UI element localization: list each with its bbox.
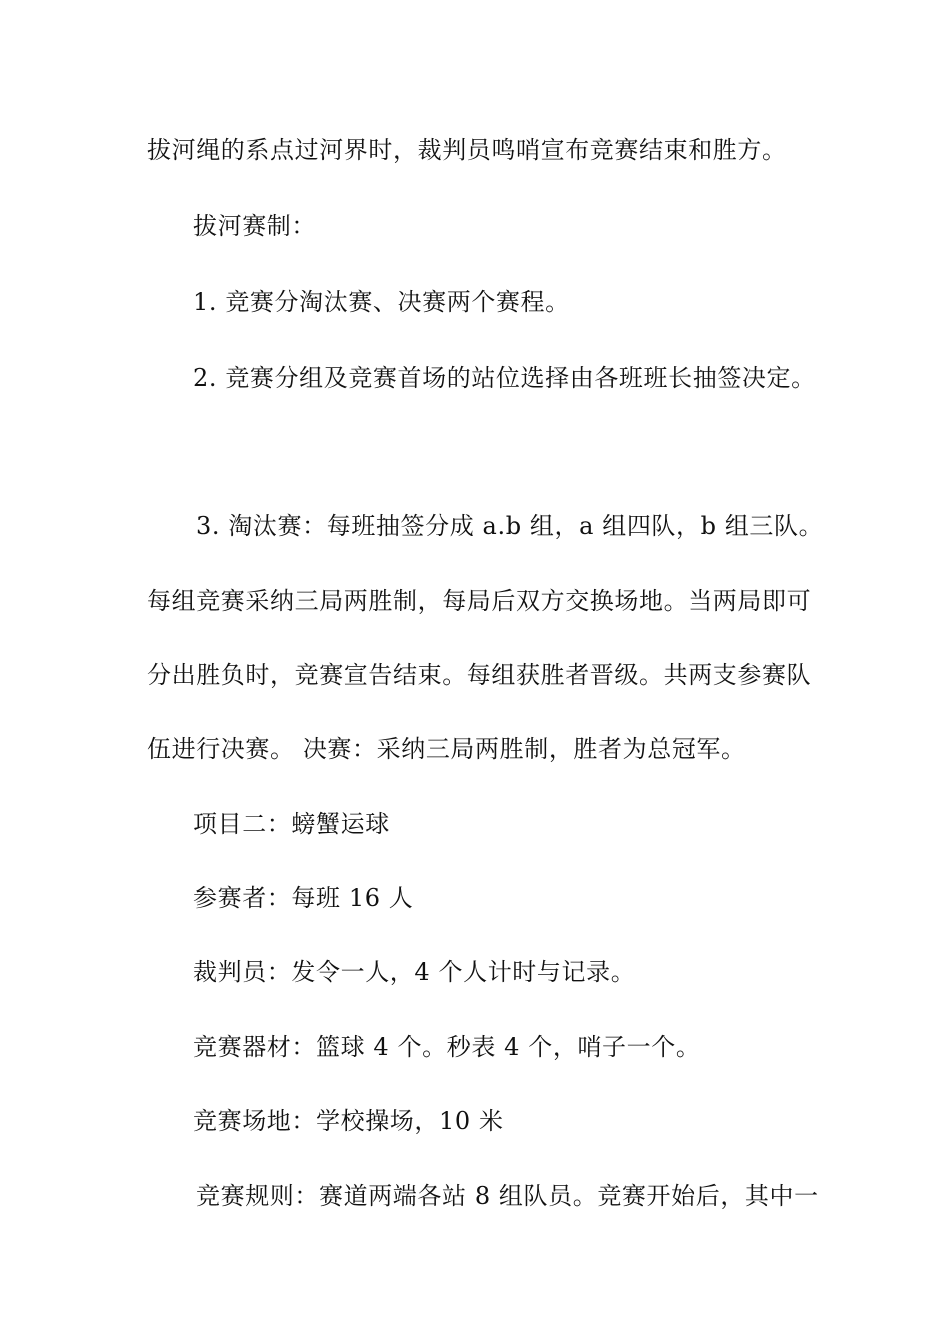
paragraph-line: 分出胜负时，竞赛宣告结束。每组获胜者晋级。共两支参赛队: [147, 661, 812, 689]
section-heading-tug-of-war-rules: 拔河赛制：: [193, 212, 316, 240]
venue-line: 竞赛场地：学校操场，10 米: [193, 1107, 504, 1135]
list-item-1: 1. 竞赛分淘汰赛、决赛两个赛程。: [193, 288, 570, 316]
list-item-3: 3. 淘汰赛：每班抽签分成 a.b 组，a 组四队，b 组三队。: [196, 512, 824, 540]
equipment-line: 竞赛器材：篮球 4 个。秒表 4 个，哨子一个。: [193, 1033, 701, 1061]
paragraph-line: 拔河绳的系点过河界时，裁判员鸣哨宣布竞赛结束和胜方。: [147, 136, 787, 164]
section-heading-project-two: 项目二：螃蟹运球: [193, 810, 390, 838]
referees-line: 裁判员：发令一人，4 个人计时与记录。: [193, 958, 636, 986]
list-item-2: 2. 竞赛分组及竞赛首场的站位选择由各班班长抽签决定。: [193, 364, 816, 392]
paragraph-line: 每组竞赛采纳三局两胜制，每局后双方交换场地。当两局即可: [147, 587, 812, 615]
participants-line: 参赛者：每班 16 人: [193, 884, 414, 912]
paragraph-line: 伍进行决赛。 决赛：采纳三局两胜制，胜者为总冠军。: [147, 735, 746, 763]
rules-line: 竞赛规则：赛道两端各站 8 组队员。竞赛开始后，其中一: [196, 1182, 819, 1210]
